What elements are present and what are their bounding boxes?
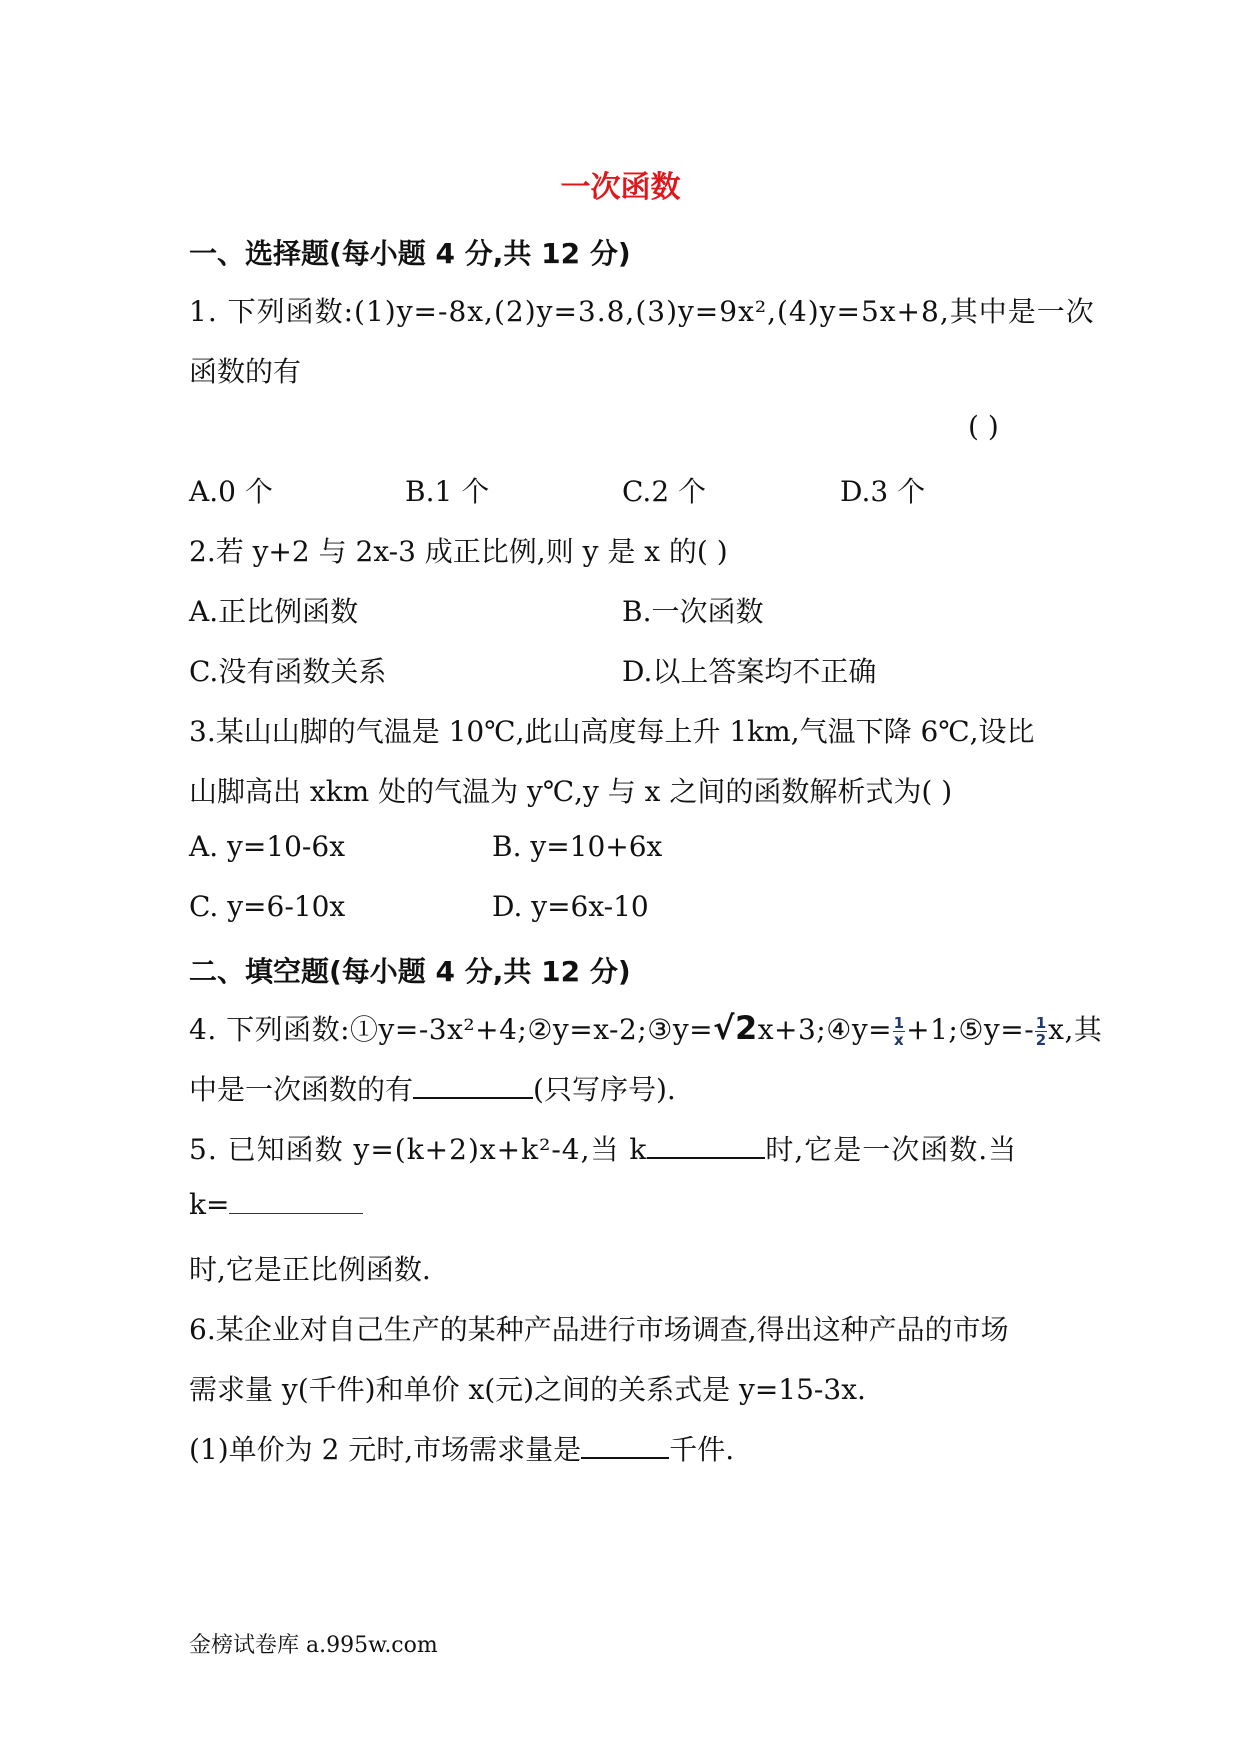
question-6-line-1: 6.某企业对自己生产的某种产品进行市场调查,得出这种产品的市场 bbox=[189, 1313, 1009, 1346]
question-4-line-2-text: 中是一次函数的有 bbox=[189, 1073, 414, 1106]
fraction-one-over-two bbox=[1035, 1015, 1047, 1048]
question-5-k-label: k= bbox=[189, 1188, 230, 1221]
fraction-numerator: 1 bbox=[893, 1014, 905, 1032]
question-1-line-2: 函数的有 bbox=[189, 355, 302, 388]
question-3-option-c: C. y=6-10x bbox=[189, 890, 346, 923]
section-heading-fill-in: 二、填空题(每小题 4 分,共 12 分) bbox=[189, 955, 631, 988]
question-1-option-b: B.1 个 bbox=[405, 475, 490, 508]
question-3-option-b: B. y=10+6x bbox=[492, 830, 663, 863]
question-2-option-b: B.一次函数 bbox=[622, 595, 764, 628]
sqrt-two-symbol: √2 bbox=[713, 1009, 758, 1047]
question-4-text-b: x+3;④y= bbox=[757, 1013, 893, 1046]
question-6-sub-1-suffix: 千件. bbox=[669, 1433, 735, 1466]
question-6-sub-1 bbox=[189, 1428, 734, 1468]
question-1-line-1: 1. 下列函数:(1)y=-8x,(2)y=3.8,(3)y=9x²,(4)y=5x+8,其中是一次 bbox=[189, 295, 1095, 328]
question-5-answer-blank-2[interactable] bbox=[229, 1189, 363, 1214]
question-4-text-c: +1;⑤y=- bbox=[906, 1013, 1035, 1046]
question-3-option-d: D. y=6x-10 bbox=[492, 890, 649, 923]
question-4-line-1 bbox=[189, 1008, 1102, 1048]
question-3-option-a: A. y=10-6x bbox=[189, 830, 345, 863]
page-title: 一次函数 bbox=[560, 170, 681, 205]
fraction-one-over-x bbox=[893, 1015, 905, 1048]
question-5-line-3: 时,它是正比例函数. bbox=[189, 1253, 431, 1286]
question-2-option-c: C.没有函数关系 bbox=[189, 655, 387, 688]
question-6-answer-blank[interactable] bbox=[581, 1431, 669, 1459]
question-4-line-2-suffix: (只写序号). bbox=[533, 1073, 676, 1106]
question-3-line-2: 山脚高出 xkm 处的气温为 y℃,y 与 x 之间的函数解析式为( ) bbox=[189, 775, 953, 808]
question-4-line-2 bbox=[189, 1068, 676, 1108]
fraction-denominator: 2 bbox=[1035, 1031, 1047, 1049]
question-4-text-a: 4. 下列函数:①y=-3x²+4;②y=x-2;③y= bbox=[189, 1013, 714, 1046]
fraction-denominator: x bbox=[894, 1031, 905, 1049]
question-2-line-1: 2.若 y+2 与 2x-3 成正比例,则 y 是 x 的( ) bbox=[189, 535, 728, 568]
question-1-option-c: C.2 个 bbox=[622, 475, 707, 508]
question-5-text-a: 5. 已知函数 y=(k+2)x+k²-4,当 k bbox=[189, 1133, 648, 1166]
question-1-answer-bracket: ( ) bbox=[968, 410, 999, 443]
question-2-option-d: D.以上答案均不正确 bbox=[622, 655, 877, 688]
question-5-text-b: 时,它是一次函数.当 bbox=[765, 1133, 1018, 1166]
footer-source: 金榜试卷库 a.995w.com bbox=[189, 1633, 438, 1658]
question-4-answer-blank[interactable] bbox=[413, 1071, 533, 1099]
question-3-line-1: 3.某山山脚的气温是 10℃,此山高度每上升 1km,气温下降 6℃,设比 bbox=[189, 715, 1035, 748]
question-2-option-a: A.正比例函数 bbox=[189, 595, 359, 628]
question-6-sub-1-text: (1)单价为 2 元时,市场需求量是 bbox=[189, 1433, 582, 1466]
question-5-line-1 bbox=[189, 1128, 1017, 1168]
question-1-option-a: A.0 个 bbox=[189, 475, 273, 508]
fraction-numerator: 1 bbox=[1035, 1014, 1047, 1032]
question-6-line-2: 需求量 y(千件)和单价 x(元)之间的关系式是 y=15-3x. bbox=[189, 1373, 866, 1406]
question-5-answer-blank-1[interactable] bbox=[647, 1131, 765, 1159]
question-5-line-2 bbox=[189, 1188, 363, 1221]
section-heading-multiple-choice: 一、选择题(每小题 4 分,共 12 分) bbox=[189, 237, 631, 270]
question-4-text-d: x,其 bbox=[1048, 1013, 1103, 1046]
question-1-option-d: D.3 个 bbox=[840, 475, 926, 508]
